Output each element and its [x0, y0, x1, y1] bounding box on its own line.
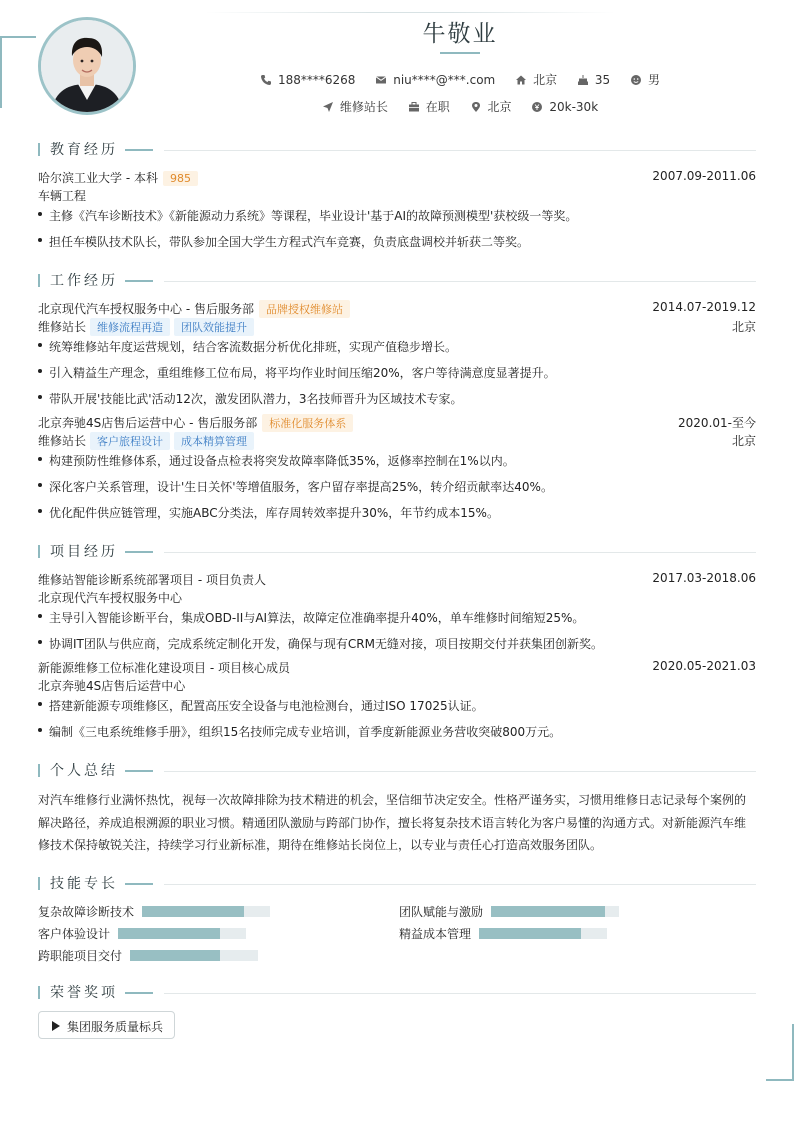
project-date: 2020.05-2021.03	[652, 659, 756, 673]
job-info-row	[0, 98, 794, 115]
corner-decoration-bottom-right	[766, 1024, 794, 1081]
skill-item: 跨职能项目交付	[38, 947, 258, 963]
work-2-role	[38, 432, 756, 448]
project-date: 2017.03-2018.06	[652, 571, 756, 585]
skill-item: 精益成本管理	[399, 925, 607, 941]
contact-info-row	[0, 71, 794, 88]
project-1-header	[38, 571, 756, 587]
work-city: 北京	[731, 320, 756, 334]
phone-info: 188****6268	[260, 73, 355, 87]
project-2-header	[38, 659, 756, 675]
skill-level-bar	[130, 950, 258, 961]
education-date: 2007.09-2011.06	[652, 169, 756, 183]
work-company: 北京奔驰4S店售后运营中心 - 售后服务部	[38, 416, 258, 430]
section-title-project: 项目经历	[38, 543, 756, 559]
section-title-summary: 个人总结	[38, 762, 756, 778]
mail-icon	[375, 74, 387, 86]
age-info: 35	[577, 73, 610, 87]
skill-level-bar	[142, 906, 270, 917]
skill-level-bar	[118, 928, 246, 939]
home-icon	[515, 74, 527, 86]
work-company: 北京现代汽车授权服务中心 - 售后服务部	[38, 302, 254, 316]
work-role: 维修站长	[38, 320, 87, 334]
work-2-header	[38, 414, 756, 430]
skill-item: 团队赋能与激励	[399, 903, 619, 919]
role-tag: 团队效能提升	[174, 318, 254, 336]
skill-item: 复杂故障诊断技术	[38, 903, 270, 919]
skill-level-bar	[491, 906, 619, 917]
work-city: 北京	[731, 434, 756, 448]
header-top-line	[205, 12, 615, 13]
phone-icon	[260, 74, 272, 86]
education-header	[38, 169, 756, 185]
work-date: 2014.07-2019.12	[652, 300, 756, 314]
play-triangle-icon	[52, 1021, 60, 1031]
education-major: 车辆工程	[38, 189, 87, 203]
project-org: 北京现代汽车授权服务中心	[38, 591, 183, 605]
project-title: 维修站智能诊断系统部署项目 - 项目负责人	[38, 573, 266, 587]
section-title-honors: 荣誉奖项	[38, 984, 756, 1000]
school-tag: 985	[163, 171, 198, 186]
section-title-education: 教育经历	[38, 141, 756, 157]
project-org: 北京奔驰4S店售后运营中心	[38, 679, 186, 693]
skill-level-bar	[479, 928, 607, 939]
role-tag: 客户旅程设计	[90, 432, 170, 450]
company-tag: 品牌授权维修站	[259, 300, 350, 318]
skill-item: 客户体验设计	[38, 925, 246, 941]
school-major: 哈尔滨工业大学 - 本科	[38, 171, 158, 185]
work-1-role	[38, 318, 756, 334]
job-status-info: 在职	[408, 98, 450, 115]
section-title-work: 工作经历	[38, 272, 756, 288]
work-date: 2020.01-至今	[678, 416, 756, 430]
work-role: 维修站长	[38, 434, 87, 448]
gender-info: 男	[630, 71, 660, 88]
salary-info: 20k-30k	[531, 100, 598, 114]
award-badge: 集团服务质量标兵	[38, 1011, 175, 1039]
email-info: niu****@***.com	[375, 73, 495, 87]
gender-icon	[630, 74, 642, 86]
briefcase-icon	[408, 101, 420, 113]
project-title: 新能源维修工位标准化建设项目 - 项目核心成员	[38, 661, 290, 675]
work-1-header	[38, 300, 756, 316]
role-tag: 成本精算管理	[174, 432, 254, 450]
candidate-name: 牛敬业	[422, 21, 498, 47]
section-title-skills: 技能专长	[38, 875, 756, 891]
summary-text: 对汽车维修行业满怀热忱，视每一次故障排除为技术精进的机会，坚信细节决定安全。性格严谨务实，习惯用维修日志记录每个案例的解决路径，养成追根溯源的职业习惯。精通团队激励与跨部门协作，擅长将复杂技术语言转化为客户易懂的沟通方式。对新能源汽车维修技术保持敏锐关注，持续学习行业新标准，期待在维修站长岗位上，以专业与责任心打造高效服务团队。	[38, 793, 747, 852]
send-icon	[322, 101, 334, 113]
target-position-info: 维修站长	[322, 98, 388, 115]
company-tag: 标准化服务体系	[262, 414, 353, 432]
location-icon	[470, 101, 482, 113]
salary-icon	[531, 101, 543, 113]
cake-icon	[577, 74, 589, 86]
name-underline	[440, 52, 480, 54]
home-city-info: 北京	[515, 71, 557, 88]
target-city-info: 北京	[470, 98, 512, 115]
role-tag: 维修流程再造	[90, 318, 170, 336]
